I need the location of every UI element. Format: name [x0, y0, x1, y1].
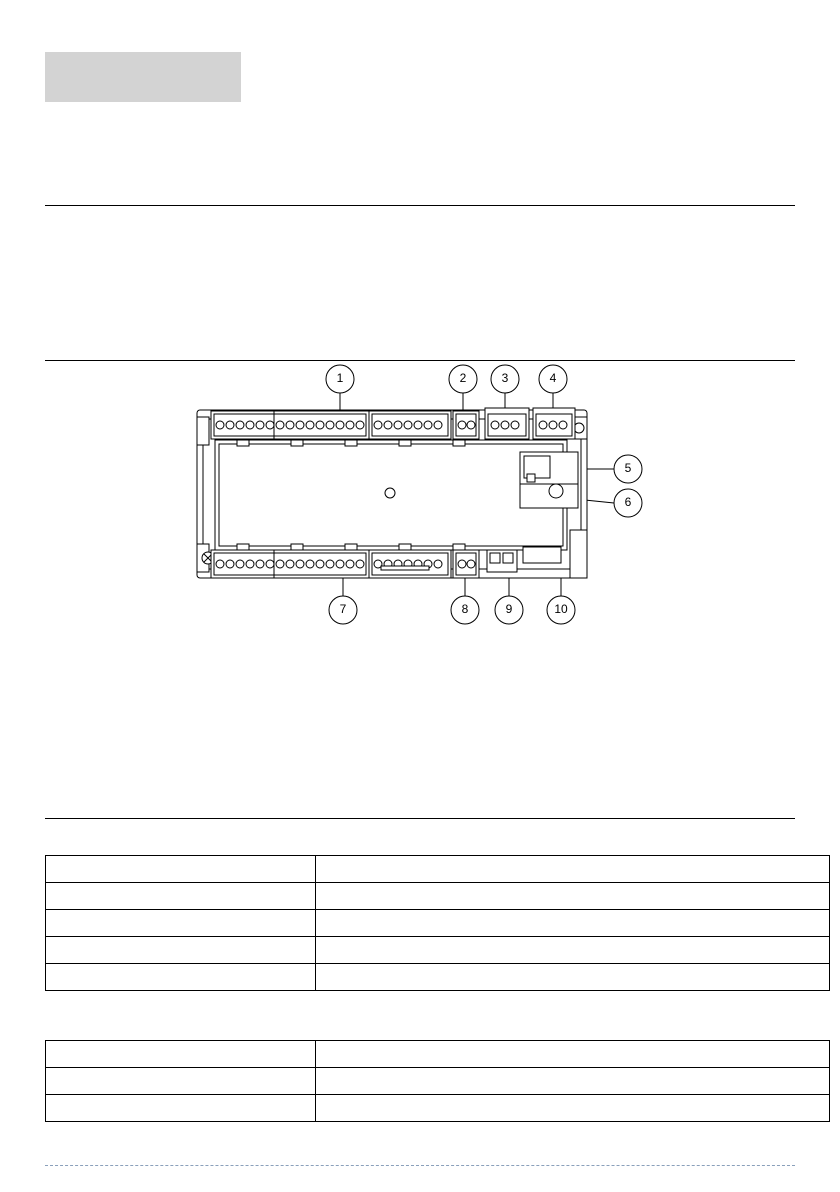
bottom-card-slot [523, 547, 561, 563]
specification-table-primary [45, 855, 830, 991]
top-terminal-block-d [485, 408, 529, 439]
top-terminal-block-e [533, 408, 575, 439]
callout-label-5: 5 [624, 461, 632, 475]
callout-label-7: 7 [339, 602, 347, 616]
divider-figure [45, 360, 795, 361]
table-row [46, 1095, 830, 1122]
table-1-row-2-value [316, 910, 830, 937]
callout-label-4: 4 [549, 371, 557, 385]
table-row [46, 1041, 830, 1068]
interface-module [520, 452, 578, 508]
table-row [46, 883, 830, 910]
top-terminal-block-a [211, 411, 369, 439]
bottom-terminal-block-a [211, 550, 369, 578]
bottom-connector-port [487, 550, 517, 572]
callout-4 [539, 365, 567, 411]
footer-divider [45, 1165, 795, 1166]
top-terminal-block-b [369, 411, 451, 439]
table-1-row-4-label [46, 964, 316, 991]
table-1-row-2-label [46, 910, 316, 937]
bottom-terminal-block-c [453, 550, 479, 578]
table-1-row-3-label [46, 937, 316, 964]
table-1-row-0-value [316, 856, 830, 883]
table-1-row-3-value [316, 937, 830, 964]
table-1-row-0-label [46, 856, 316, 883]
divider-tables [45, 818, 795, 819]
callout-8 [451, 576, 479, 624]
callout-9 [495, 576, 523, 624]
callout-label-1: 1 [336, 371, 344, 385]
table-2-row-2-label [46, 1095, 316, 1122]
callout-1 [326, 365, 354, 411]
table-2-row-0-value [316, 1041, 830, 1068]
module-faceplate [215, 440, 567, 550]
bottom-terminal-block-b [369, 550, 451, 578]
callout-3 [491, 365, 519, 411]
callout-7 [329, 576, 357, 624]
top-terminal-block-c [453, 411, 479, 439]
controller-module-figure [175, 362, 655, 632]
table-1-row-1-value [316, 883, 830, 910]
table-2-row-2-value [316, 1095, 830, 1122]
table-row [46, 964, 830, 991]
callout-label-6: 6 [624, 495, 632, 509]
callout-label-10: 10 [554, 602, 568, 616]
table-2-row-1-value [316, 1068, 830, 1095]
callout-2 [449, 365, 477, 411]
callout-label-9: 9 [505, 602, 513, 616]
callout-label-3: 3 [501, 371, 509, 385]
table-row [46, 1068, 830, 1095]
table-2-row-0-label [46, 1041, 316, 1068]
table-row [46, 856, 830, 883]
callout-5 [581, 455, 642, 483]
callout-label-2: 2 [459, 371, 467, 385]
callout-label-8: 8 [461, 602, 469, 616]
table-row [46, 937, 830, 964]
specification-table-secondary [45, 1040, 830, 1122]
divider-top [45, 205, 795, 206]
table-1-row-1-label [46, 883, 316, 910]
table-1-row-4-value [316, 964, 830, 991]
header-band [45, 52, 241, 102]
table-row [46, 910, 830, 937]
table-2-row-1-label [46, 1068, 316, 1095]
